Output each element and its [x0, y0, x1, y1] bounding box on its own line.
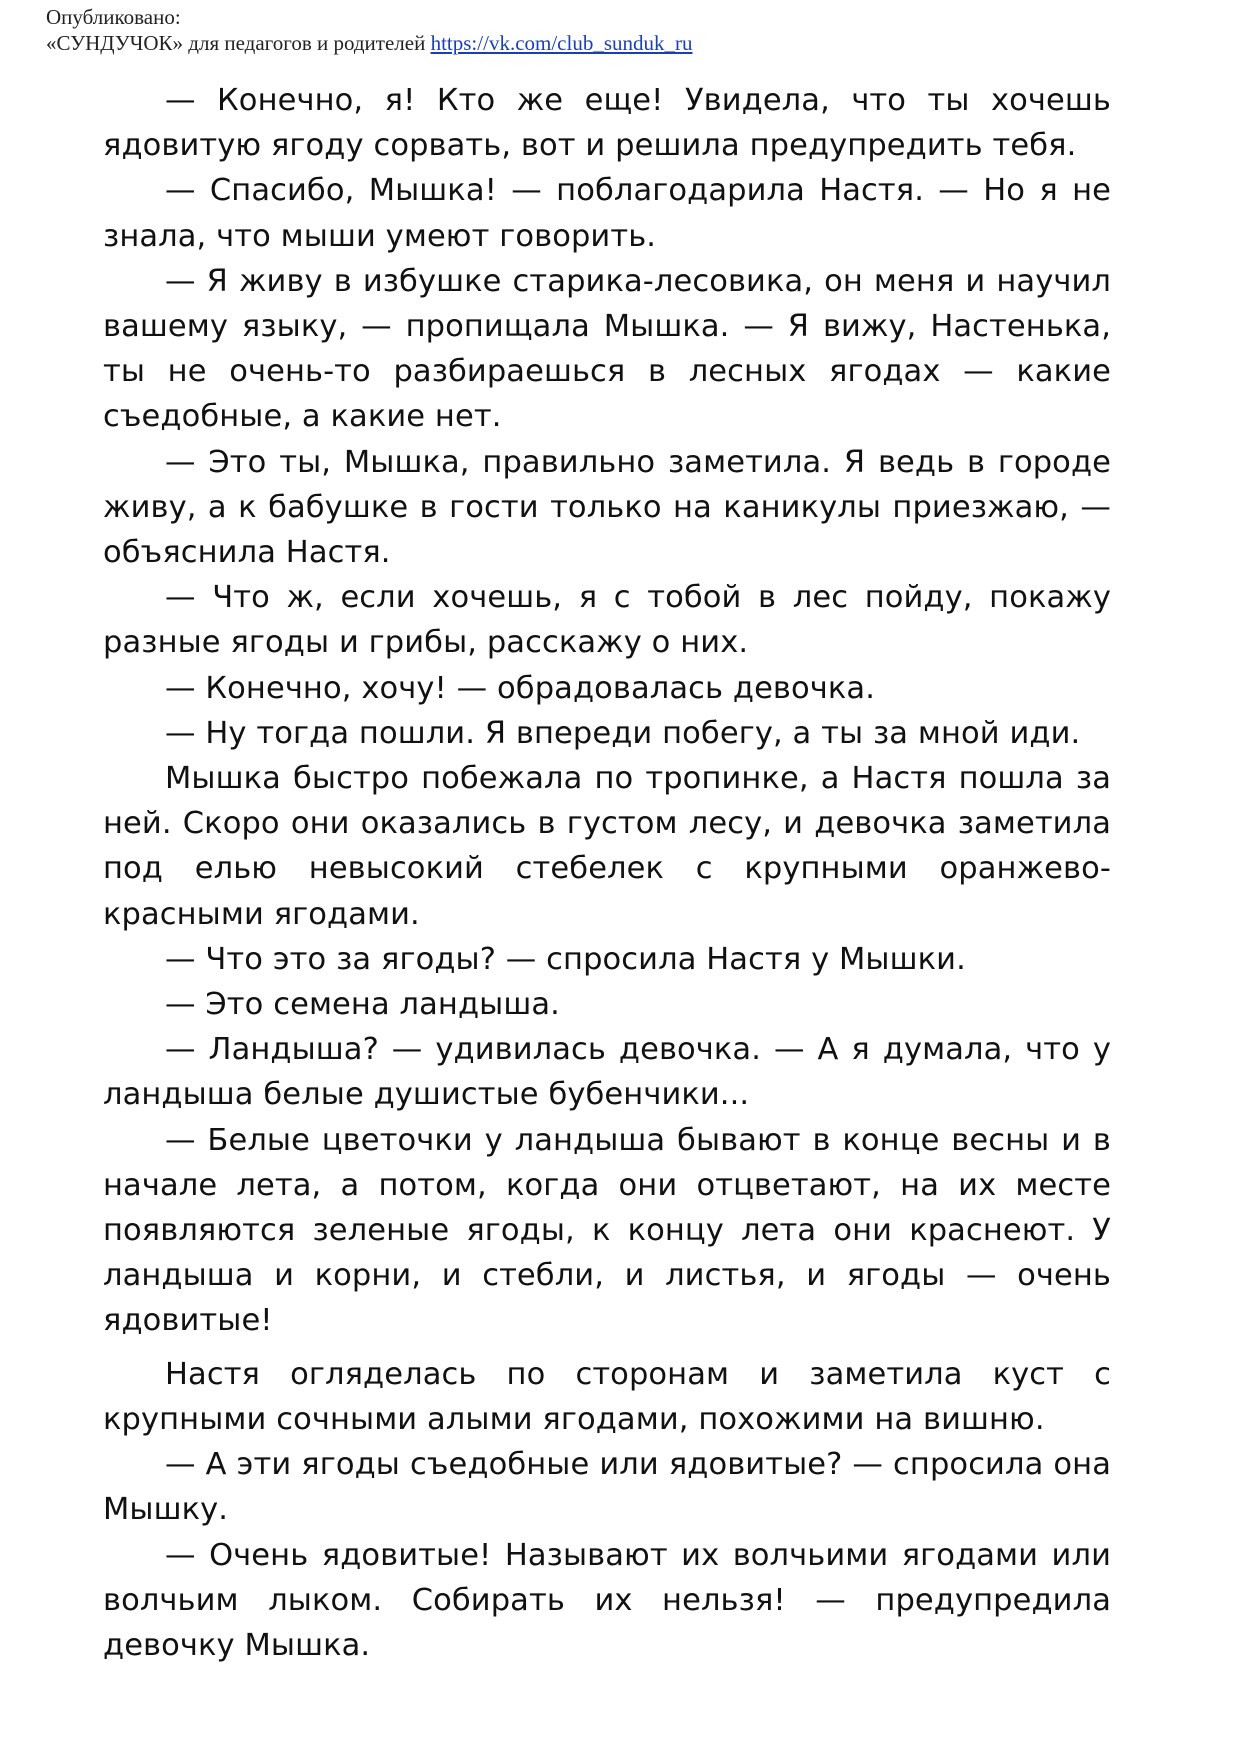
publication-header	[46, 4, 1196, 56]
vk-club-link[interactable]: https://vk.com/club_sunduk_ru	[430, 31, 693, 55]
paragraph: — Что это за ягоды? — спросила Настя у Мышки.	[165, 941, 966, 977]
paragraph: — Что ж, если хочешь, я с тобой в лес пойду, покажу разные ягоды и грибы, расскажу о них.	[103, 580, 1111, 661]
paragraph: — Ландыша? — удивилась девочка. — А я думала, что у ландыша белые душистые бубенчики...	[103, 1032, 1111, 1113]
publisher-name: «СУНДУЧОК» для педагогов и родителей	[46, 31, 431, 55]
paragraph: — Это ты, Мышка, правильно заметила. Я ведь в городе живу, а к бабушке в гости только на каникулы приезжаю, — объяснила Настя.	[103, 444, 1111, 571]
paragraph: — Очень ядовитые! Называют их волчьими ягодами или волчьим лыком. Собирать их нельзя! — предупредила девочку Мышка.	[103, 1537, 1111, 1663]
paragraph: — Это семена ландыша.	[165, 987, 560, 1023]
paragraph: — Конечно, я! Кто же еще! Увидела, что ты хочешь ядовитую ягоду сорвать, вот и решила предупредить тебя.	[103, 83, 1111, 164]
paragraph: — А эти ягоды съедобные или ядовитые? — спросила она Мышку.	[103, 1447, 1111, 1528]
paragraph: — Спасибо, Мышка! — поблагодарила Настя. — Но я не знала, что мыши умеют говорить.	[103, 173, 1111, 254]
paragraph: — Я живу в избушке старика-лесовика, он меня и научил вашему языку, — пропищала Мышка. — Я вижу, Настенька, ты не очень-то разбираешься в лесных ягодах — какие съедобные, а какие нет.	[103, 263, 1111, 435]
paragraph: Мышка быстро побежала по тропинке, а Настя пошла за ней. Скоро они оказались в густом лесу, и девочка заметила под елью невысокий стебелек с крупными оранжево-красными ягодами.	[103, 761, 1111, 932]
published-label: Опубликовано:	[46, 5, 181, 29]
paragraph: — Ну тогда пошли. Я впереди побегу, а ты за мной иди.	[165, 715, 1081, 751]
paragraph: — Белые цветочки у ландыша бывают в конце весны и в начале лета, а потом, когда они отцветают, на их месте появляются зеленые ягоды, к концу лета они краснеют. У ландыша и корни, и стебли, и листья, и ягоды — очень ядовитые!	[103, 1122, 1111, 1339]
publisher-line	[46, 30, 1196, 56]
paragraph: Настя огляделась по сторонам и заметила куст с крупными сочными алыми ягодами, похожими на вишню.	[103, 1356, 1111, 1437]
paragraph: — Конечно, хочу! — обрадовалась девочка.	[165, 670, 875, 706]
story-text	[103, 78, 1111, 1668]
